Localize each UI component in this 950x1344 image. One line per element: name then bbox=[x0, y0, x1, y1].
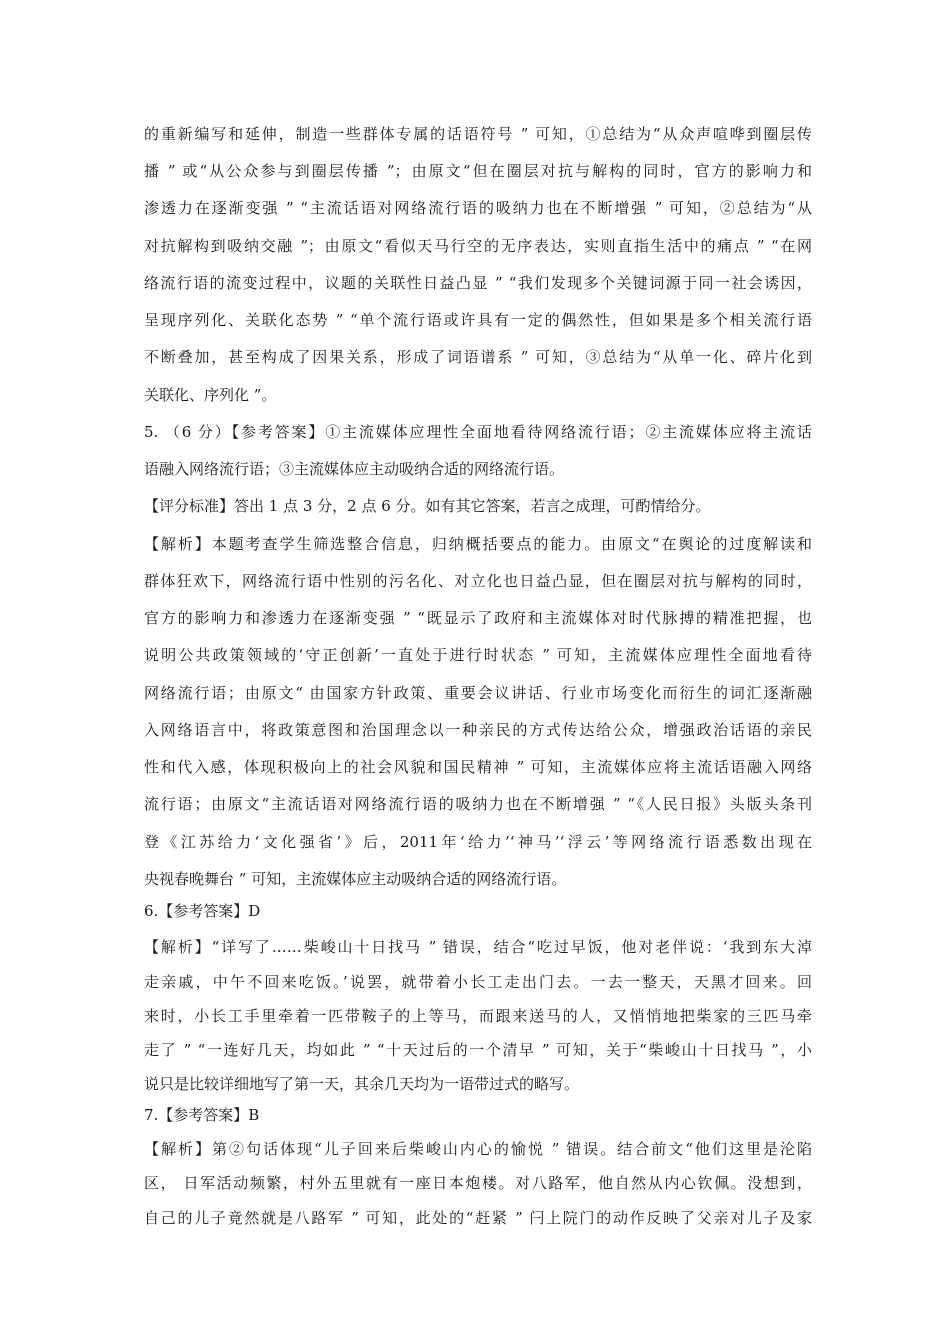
text-line: 来时，小长工手里牵着一匹带鞍子的上等马，而跟来送马的人，又悄悄地把柴家的三匹马牵 bbox=[144, 1007, 812, 1025]
answer-5-line: 5. （6 分）【参考答案】①主流媒体应理性全面地看待网络流行语；②主流媒体应将主流话 bbox=[144, 423, 812, 441]
text-line: 播 ” 或“从公众参与到圈层传播 ”；由原文“但在圈层对抗与解构的同时，官方的影响力和 bbox=[144, 162, 812, 180]
text-line: 说只是比较详细地写了第一天，其余几天均为一语带过式的略写。 bbox=[144, 1075, 580, 1093]
text-line: 络流行语的流变过程中，议题的关联性日益凸显 ” “我们发现多个关键词源于同一社会诱因， bbox=[144, 274, 812, 292]
text-line: 入网络语言中，将政策意图和治国理念以一种亲民的方式传达给公众，增强政治话语的亲民 bbox=[144, 721, 812, 739]
text-line: 群体狂欢下，网络流行语中性别的污名化、对立化也日益凸显，但在圈层对抗与解构的同时， bbox=[144, 572, 812, 590]
text-line: 渗透力在逐渐变强 ” “主流话语对网络流行语的吸纳力也在不断增强 ” 可知，②总结为“从 bbox=[144, 199, 812, 217]
text-line: 区， 日军活动频繁，村外五里就有一座日本炮楼。对八路军，他自然从内心钦佩。没想到， bbox=[144, 1174, 812, 1192]
text-line: 流行语；由原文“主流话语对网络流行语的吸纳力也在不断增强 ” “《人民日报》头版头条刊 bbox=[144, 795, 812, 813]
text-line: 对抗解构到吸纳交融 ”；由原文“看似天马行空的无序表达，实则直指生活中的痛点 ” “在网 bbox=[144, 237, 812, 255]
text-line: 网络流行语；由原文“ 由国家方针政策、重要会议讲话、行业市场变化而衍生的词汇逐渐融 bbox=[144, 684, 812, 702]
text-line: 登《江苏给力‘文化强省’》后，2011年‘给力’‘神马’‘浮云’等网络流行语悉数出现在 bbox=[144, 833, 812, 851]
text-line: 走亲戚，中午不回来吃饭。’说罢，就带着小长工走出门去。一去一整天，天黑才回来。回 bbox=[144, 973, 812, 991]
analysis-line: 【解析】“详写了……柴峻山十日找马 ” 错误，结合“吃过早饭，他对老伴说：‘我到东大淖 bbox=[144, 938, 812, 956]
text-line: 关联化、序列化 ”。 bbox=[144, 386, 277, 404]
text-line: 央视春晚舞台 ” 可知，主流媒体应主动吸纳合适的网络流行语。 bbox=[144, 870, 567, 888]
analysis-line: 【解析】本题考查学生筛选整合信息，归纳概括要点的能力。由原文“在舆论的过度解读和 bbox=[144, 535, 812, 553]
text-line: 自己的儿子竟然就是八路军 ” 可知，此处的“赶紧 ” 闩上院门的动作反映了父亲对儿子及家 bbox=[144, 1209, 812, 1227]
text-line: 官方的影响力和渗透力在逐渐变强 ” “既显示了政府和主流媒体对时代脉搏的精准把握，也 bbox=[144, 609, 812, 627]
scoring-standard: 【评分标准】答出 1 点 3 分，2 点 6 分。如有其它答案，若言之成理，可酌情给分。 bbox=[144, 497, 711, 515]
answer-7-line: 7.【参考答案】B bbox=[144, 1106, 260, 1124]
text-line: 走了 ” “一连好几天，均如此 ” “十天过后的一个清早 ” 可知，关于“柴峻山十日找马 ”，小 bbox=[144, 1041, 812, 1059]
text-line: 的重新编写和延伸，制造一些群体专属的话语符号 ” 可知，①总结为“从众声喧哗到圈层传 bbox=[144, 125, 812, 143]
text-line: 说明公共政策领域的‘守正创新’一直处于进行时状态 ” 可知，主流媒体应理性全面地看待 bbox=[144, 646, 812, 664]
answer-6-line: 6.【参考答案】D bbox=[144, 902, 261, 920]
text-line: 不断叠加，甚至构成了因果关系，形成了词语谱系 ” 可知，③总结为“从单一化、碎片化到 bbox=[144, 348, 812, 366]
analysis-line: 【解析】第②句话体现“儿子回来后柴峻山内心的愉悦 ” 错误。结合前文“他们这里是沦陷 bbox=[144, 1140, 812, 1158]
text-line: 呈现序列化、关联化态势 ” “单个流行语或许具有一定的偶然性，但如果是多个相关流行语 bbox=[144, 311, 812, 329]
text-line: 性和代入感，体现积极向上的社会风貌和国民精神 ” 可知，主流媒体应将主流话语融入网络 bbox=[144, 758, 812, 776]
text-line: 语融入网络流行语；③主流媒体应主动吸纳合适的网络流行语。 bbox=[144, 460, 565, 478]
